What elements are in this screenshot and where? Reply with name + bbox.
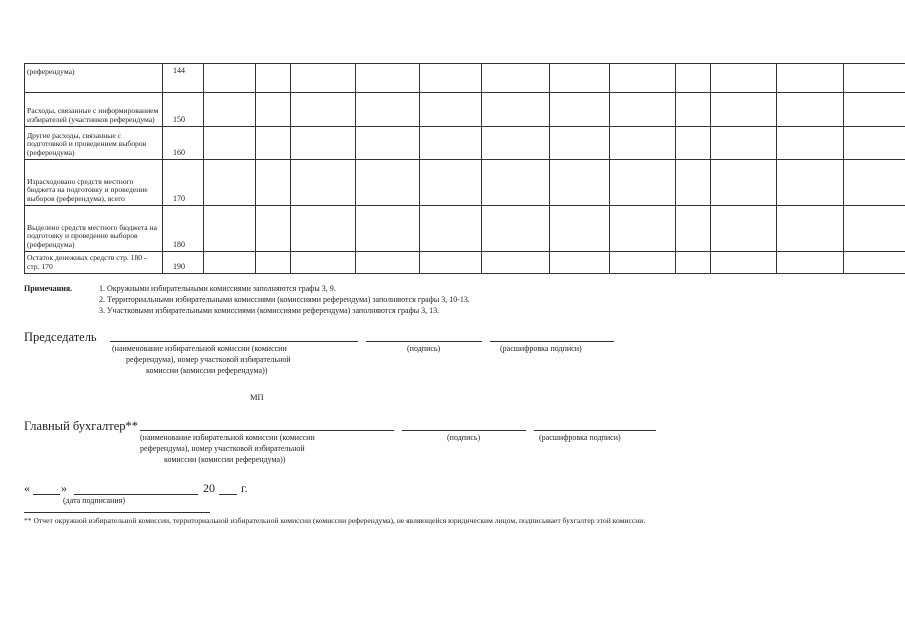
table-row (25, 64, 905, 93)
table-cell[interactable] (256, 206, 291, 252)
table-cell[interactable] (482, 127, 550, 160)
table-cell[interactable] (204, 127, 256, 160)
table-cell[interactable] (777, 93, 844, 127)
table-cell[interactable] (610, 127, 676, 160)
row-label: Остаток денежных средств стр. 180 - стр. 170 (25, 252, 163, 274)
table-cell[interactable] (550, 127, 610, 160)
chairman-commission-line[interactable] (110, 341, 358, 342)
table-cell[interactable] (256, 64, 291, 93)
chairman-commission-caption: (наименование избирательной комиссии (комиссии (112, 344, 287, 353)
stamp-label: МП (250, 392, 264, 402)
table-cell[interactable] (676, 93, 711, 127)
row-label: Расходы, связанные с информированием избирателей (участников референдума) (25, 93, 163, 127)
table-cell[interactable] (482, 64, 550, 93)
table-cell[interactable] (844, 127, 905, 160)
row-code: 180 (163, 206, 204, 252)
row-label: (референдума) (25, 64, 163, 93)
table-cell[interactable] (676, 127, 711, 160)
table-cell[interactable] (291, 252, 356, 274)
row-label: Выделено средств местного бюджета на подготовку и проведение выборов (референдума) (25, 206, 163, 252)
table-cell[interactable] (291, 160, 356, 206)
chairman-signature-line[interactable] (366, 341, 482, 342)
table-cell[interactable] (256, 160, 291, 206)
accountant-decoding-line[interactable] (534, 430, 656, 431)
table-cell[interactable] (711, 206, 777, 252)
row-label: Другие расходы, связанные с подготовкой и проведением выборов (референдума) (25, 127, 163, 160)
table-cell[interactable] (777, 160, 844, 206)
table-cell[interactable] (482, 206, 550, 252)
table-cell[interactable] (204, 93, 256, 127)
table-cell[interactable] (482, 160, 550, 206)
note-item: 2. Территориальными избирательными комиссиями (комиссиями референдума) заполняются графы 3, 10-13. (99, 295, 470, 304)
table-cell[interactable] (844, 206, 905, 252)
table-cell[interactable] (777, 206, 844, 252)
table-row (25, 252, 905, 274)
row-code: 144 (163, 64, 204, 93)
table-cell[interactable] (204, 252, 256, 274)
note-item: 1. Окружными избирательными комиссиями заполняются графы 3, 9. (99, 284, 336, 293)
chairman-decoding-line[interactable] (490, 341, 614, 342)
table-cell[interactable] (550, 160, 610, 206)
table-cell[interactable] (204, 64, 256, 93)
table-cell[interactable] (844, 64, 905, 93)
table-cell[interactable] (356, 93, 420, 127)
table-cell[interactable] (482, 93, 550, 127)
table-cell[interactable] (844, 160, 905, 206)
note-item: 3. Участковыми избирательными комиссиями (комиссиями референдума) заполняются графы 3, 13. (99, 306, 440, 315)
date-close-quote: » (61, 481, 67, 495)
accountant-signature-caption: (подпись) (447, 433, 481, 442)
date-year-line[interactable] (219, 494, 237, 495)
table-cell[interactable] (420, 64, 482, 93)
accountant-commission-caption: комиссии (комиссии референдума)) (164, 455, 286, 464)
row-label: Израсходовано средств местного бюджета на подготовку и проведение выборов (референдума), всего (25, 160, 163, 206)
table-row (25, 127, 905, 160)
table-cell[interactable] (420, 127, 482, 160)
row-code: 160 (163, 127, 204, 160)
date-month-line[interactable] (74, 494, 198, 495)
date-year-suffix: г. (241, 481, 248, 495)
table-cell[interactable] (204, 160, 256, 206)
accountant-decoding-caption: (расшифровка подписи) (539, 433, 621, 442)
table-cell[interactable] (711, 160, 777, 206)
date-caption: (дата подписания) (63, 496, 126, 505)
table-cell[interactable] (610, 252, 676, 274)
table-cell[interactable] (844, 252, 905, 274)
table-cell[interactable] (777, 64, 844, 93)
table-cell[interactable] (610, 93, 676, 127)
table-cell[interactable] (291, 64, 356, 93)
date-year-prefix: 20 (203, 481, 215, 495)
table-cell[interactable] (256, 127, 291, 160)
table-cell[interactable] (550, 206, 610, 252)
table-cell[interactable] (420, 252, 482, 274)
table-cell[interactable] (256, 93, 291, 127)
accountant-title: Главный бухгалтер** (24, 419, 139, 433)
table-cell[interactable] (711, 252, 777, 274)
table-cell[interactable] (610, 206, 676, 252)
table-cell[interactable] (610, 64, 676, 93)
table-cell[interactable] (291, 93, 356, 127)
table-cell[interactable] (550, 64, 610, 93)
chairman-signature-caption: (подпись) (407, 344, 441, 353)
table-cell[interactable] (844, 93, 905, 127)
table-cell[interactable] (356, 252, 420, 274)
table-cell[interactable] (420, 93, 482, 127)
chairman-title: Председатель (24, 330, 97, 344)
table-cell[interactable] (356, 64, 420, 93)
table-cell[interactable] (610, 160, 676, 206)
table-cell[interactable] (291, 206, 356, 252)
table-cell[interactable] (420, 160, 482, 206)
notes-heading: Примечания. (24, 284, 73, 293)
table-cell[interactable] (550, 93, 610, 127)
row-code: 190 (163, 252, 204, 274)
table-cell[interactable] (356, 160, 420, 206)
table-cell[interactable] (676, 206, 711, 252)
accountant-commission-line[interactable] (140, 430, 394, 431)
table-cell[interactable] (256, 252, 291, 274)
table-cell[interactable] (356, 206, 420, 252)
table-cell[interactable] (550, 252, 610, 274)
accountant-commission-caption: (наименование избирательной комиссии (комиссии (140, 433, 315, 442)
table-row (25, 206, 905, 252)
date-day-line[interactable] (33, 494, 60, 495)
chairman-decoding-caption: (расшифровка подписи) (500, 344, 582, 353)
date-open-quote: « (24, 481, 30, 495)
accountant-commission-caption: референдума), номер участковой избирательной (140, 444, 305, 453)
row-code: 150 (163, 93, 204, 127)
table-cell[interactable] (711, 64, 777, 93)
table-cell[interactable] (482, 252, 550, 274)
table-cell[interactable] (777, 252, 844, 274)
table-cell[interactable] (711, 127, 777, 160)
table-cell[interactable] (676, 160, 711, 206)
row-code: 170 (163, 160, 204, 206)
table-cell[interactable] (777, 127, 844, 160)
table-cell[interactable] (420, 206, 482, 252)
table-cell[interactable] (356, 127, 420, 160)
table-cell[interactable] (676, 64, 711, 93)
table-row (25, 160, 905, 206)
chairman-commission-caption: комиссии (комиссии референдума)) (146, 366, 268, 375)
report-table (24, 63, 905, 274)
table-row (25, 93, 905, 127)
table-cell[interactable] (676, 252, 711, 274)
table-cell[interactable] (711, 93, 777, 127)
table-cell[interactable] (291, 127, 356, 160)
table-cell[interactable] (204, 206, 256, 252)
chairman-commission-caption: референдума), номер участковой избирательной (126, 355, 291, 364)
footnote-text: ** Отчет окружной избирательной комиссии, территориальной избирательной комиссии (комиссии референдума), не являющейся юридическим лицом, подписывает бухгалтер этой комиссии. (24, 516, 646, 525)
accountant-signature-line[interactable] (402, 430, 526, 431)
footnote-divider (24, 512, 210, 513)
